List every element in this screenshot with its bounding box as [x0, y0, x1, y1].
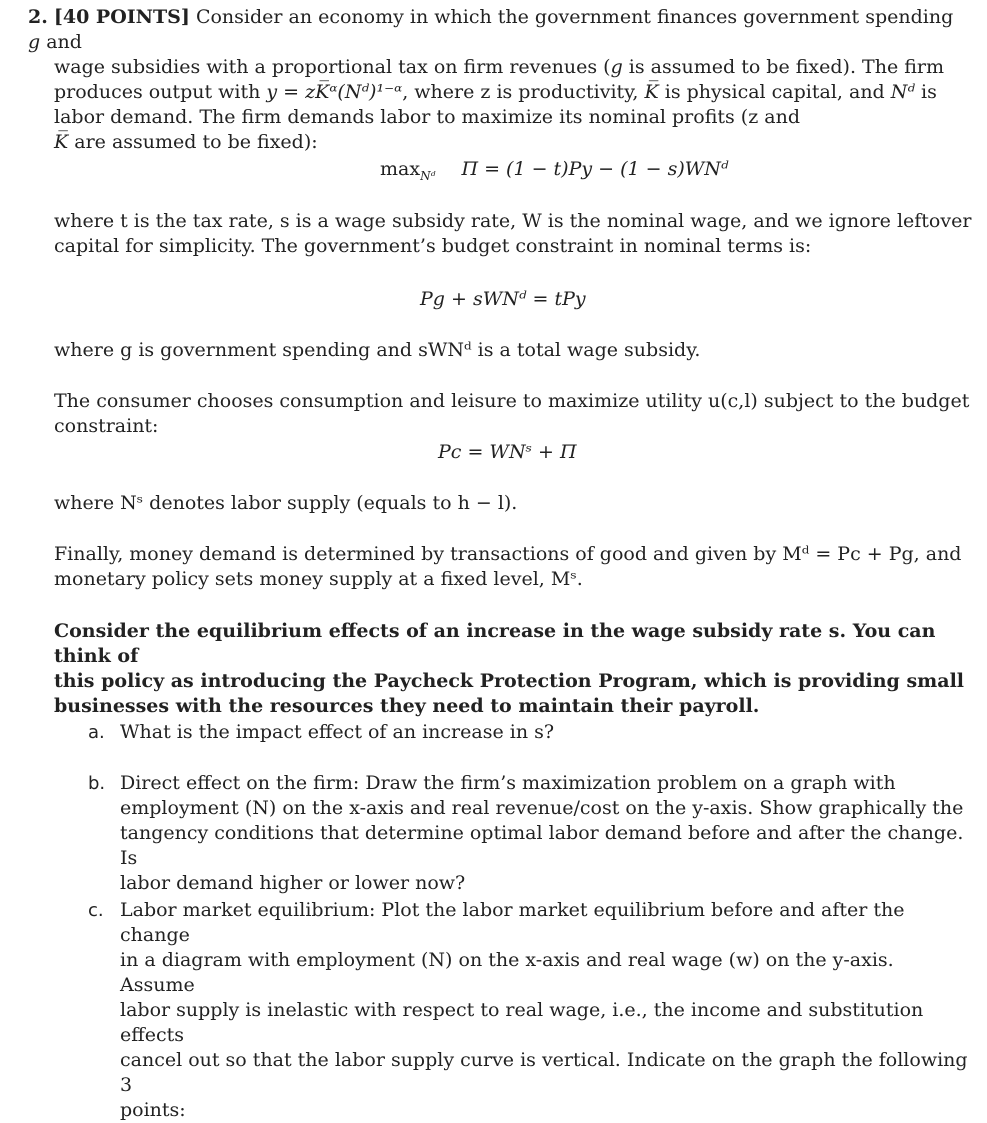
- intro-text-2-end: is assumed to be fixed). The firm: [628, 56, 945, 78]
- part-c-line-1: Labor market equilibrium: Plot the labor market equilibrium before and after the change: [120, 899, 905, 946]
- labor-supply-text: where Nˢ denotes labor supply (equals to h − l).: [54, 492, 518, 514]
- intro-line-2: [28, 55, 968, 80]
- part-b-line-1: Direct effect on the firm: Draw the firm’s maximization problem on a graph with: [120, 772, 896, 794]
- profit-function: Π = (1 − t)Py − (1 − s)WNᵈ: [461, 158, 729, 180]
- consumer-text: [54, 389, 974, 439]
- money-line-2: monetary policy sets money supply at a fixed level, Mˢ.: [54, 568, 583, 590]
- intro-line-4: labor demand. The firm demands labor to maximize its nominal profits (z and: [54, 106, 800, 128]
- var-g: g: [28, 31, 41, 53]
- intro-line-5: [28, 130, 968, 155]
- part-c-line-2: in a diagram with employment (N) on the x-axis and real wage (w) on the y-axis. Assume: [120, 949, 894, 996]
- part-c-line-3: labor supply is inelastic with respect to real wage, i.e., the income and substitution effects: [120, 999, 924, 1046]
- intro-text-5: are assumed to be fixed):: [74, 131, 318, 153]
- profit-equation: [380, 157, 729, 182]
- money-text: [54, 542, 974, 592]
- intro-line-3: [28, 80, 968, 105]
- labor-demand-symbol: Nᵈ: [890, 81, 915, 103]
- money-line-1: Finally, money demand is determined by transactions of good and given by Mᵈ = Pc + Pg, and: [54, 543, 962, 565]
- part-b-line-2: employment (N) on the x-axis and real revenue/cost on the y-axis. Show graphically the: [120, 797, 964, 819]
- intro-text-1: Consider an economy in which the government finances government spending: [195, 6, 954, 28]
- policy-text: [54, 619, 974, 719]
- capital-symbol: K̅: [644, 81, 659, 103]
- question-points: [40 POINTS]: [53, 6, 190, 28]
- policy-line-2: this policy as introducing the Paycheck Protection Program, which is providing small: [54, 670, 965, 692]
- part-a-text: [120, 720, 970, 745]
- max-operator: max: [380, 158, 421, 180]
- capital-symbol-2: K̅: [54, 131, 69, 153]
- after-profit-line-2: capital for simplicity. The government’s budget constraint in nominal terms is:: [54, 235, 812, 257]
- intro-text-3-end: is: [921, 81, 937, 103]
- var-g-2: g: [610, 56, 623, 78]
- part-b-marker: b.: [88, 773, 106, 794]
- gov-budget-equation: Pg + sWNᵈ = tPy: [420, 288, 586, 310]
- intro-text-3: produces output with: [54, 81, 261, 103]
- consumer-line-1: The consumer chooses consumption and leisure to maximize utility u(c,l) subject to the budget: [54, 390, 970, 412]
- question-number: 2.: [28, 6, 48, 28]
- question-intro: [28, 5, 968, 155]
- part-c-line-4: cancel out so that the labor supply curve is vertical. Indicate on the graph the following 3: [120, 1049, 968, 1096]
- part-b-line-4: labor demand higher or lower now?: [120, 872, 466, 894]
- part-c-marker: c.: [88, 900, 104, 921]
- part-c-line-5: points:: [120, 1099, 186, 1121]
- after-profit-line-1: where t is the tax rate, s is a wage subsidy rate, W is the nominal wage, and we ignore leftover: [54, 210, 972, 232]
- part-b-line-3: tangency conditions that determine optimal labor demand before and after the change. Is: [120, 822, 964, 869]
- part-b-text: [120, 771, 970, 896]
- intro-line-1: [28, 5, 968, 55]
- max-subscript: Nᵈ: [420, 168, 436, 183]
- consumer-line-2: constraint:: [54, 415, 159, 437]
- part-c-text: [120, 898, 970, 1123]
- intro-text-1-end: and: [46, 31, 82, 53]
- intro-text-3-mid: , where z is productivity,: [402, 81, 639, 103]
- after-profit-text: [54, 209, 974, 259]
- intro-text-3-mid2: is physical capital, and: [664, 81, 885, 103]
- consumer-budget-equation: Pc = WNˢ + Π: [438, 441, 577, 463]
- part-a-marker: a.: [88, 722, 105, 743]
- intro-text-2: wage subsidies with a proportional tax on firm revenues (: [54, 56, 611, 78]
- after-gov-text: where g is government spending and sWNᵈ is a total wage subsidy.: [54, 339, 701, 361]
- production-function: y = zK̅ᵅ(Nᵈ)¹⁻ᵅ: [266, 81, 403, 103]
- policy-line-3: businesses with the resources they need to maintain their payroll.: [54, 695, 760, 717]
- policy-line-1: Consider the equilibrium effects of an increase in the wage subsidy rate s. You can think of: [54, 620, 936, 667]
- part-a-line-1: What is the impact effect of an increase in s?: [120, 721, 555, 743]
